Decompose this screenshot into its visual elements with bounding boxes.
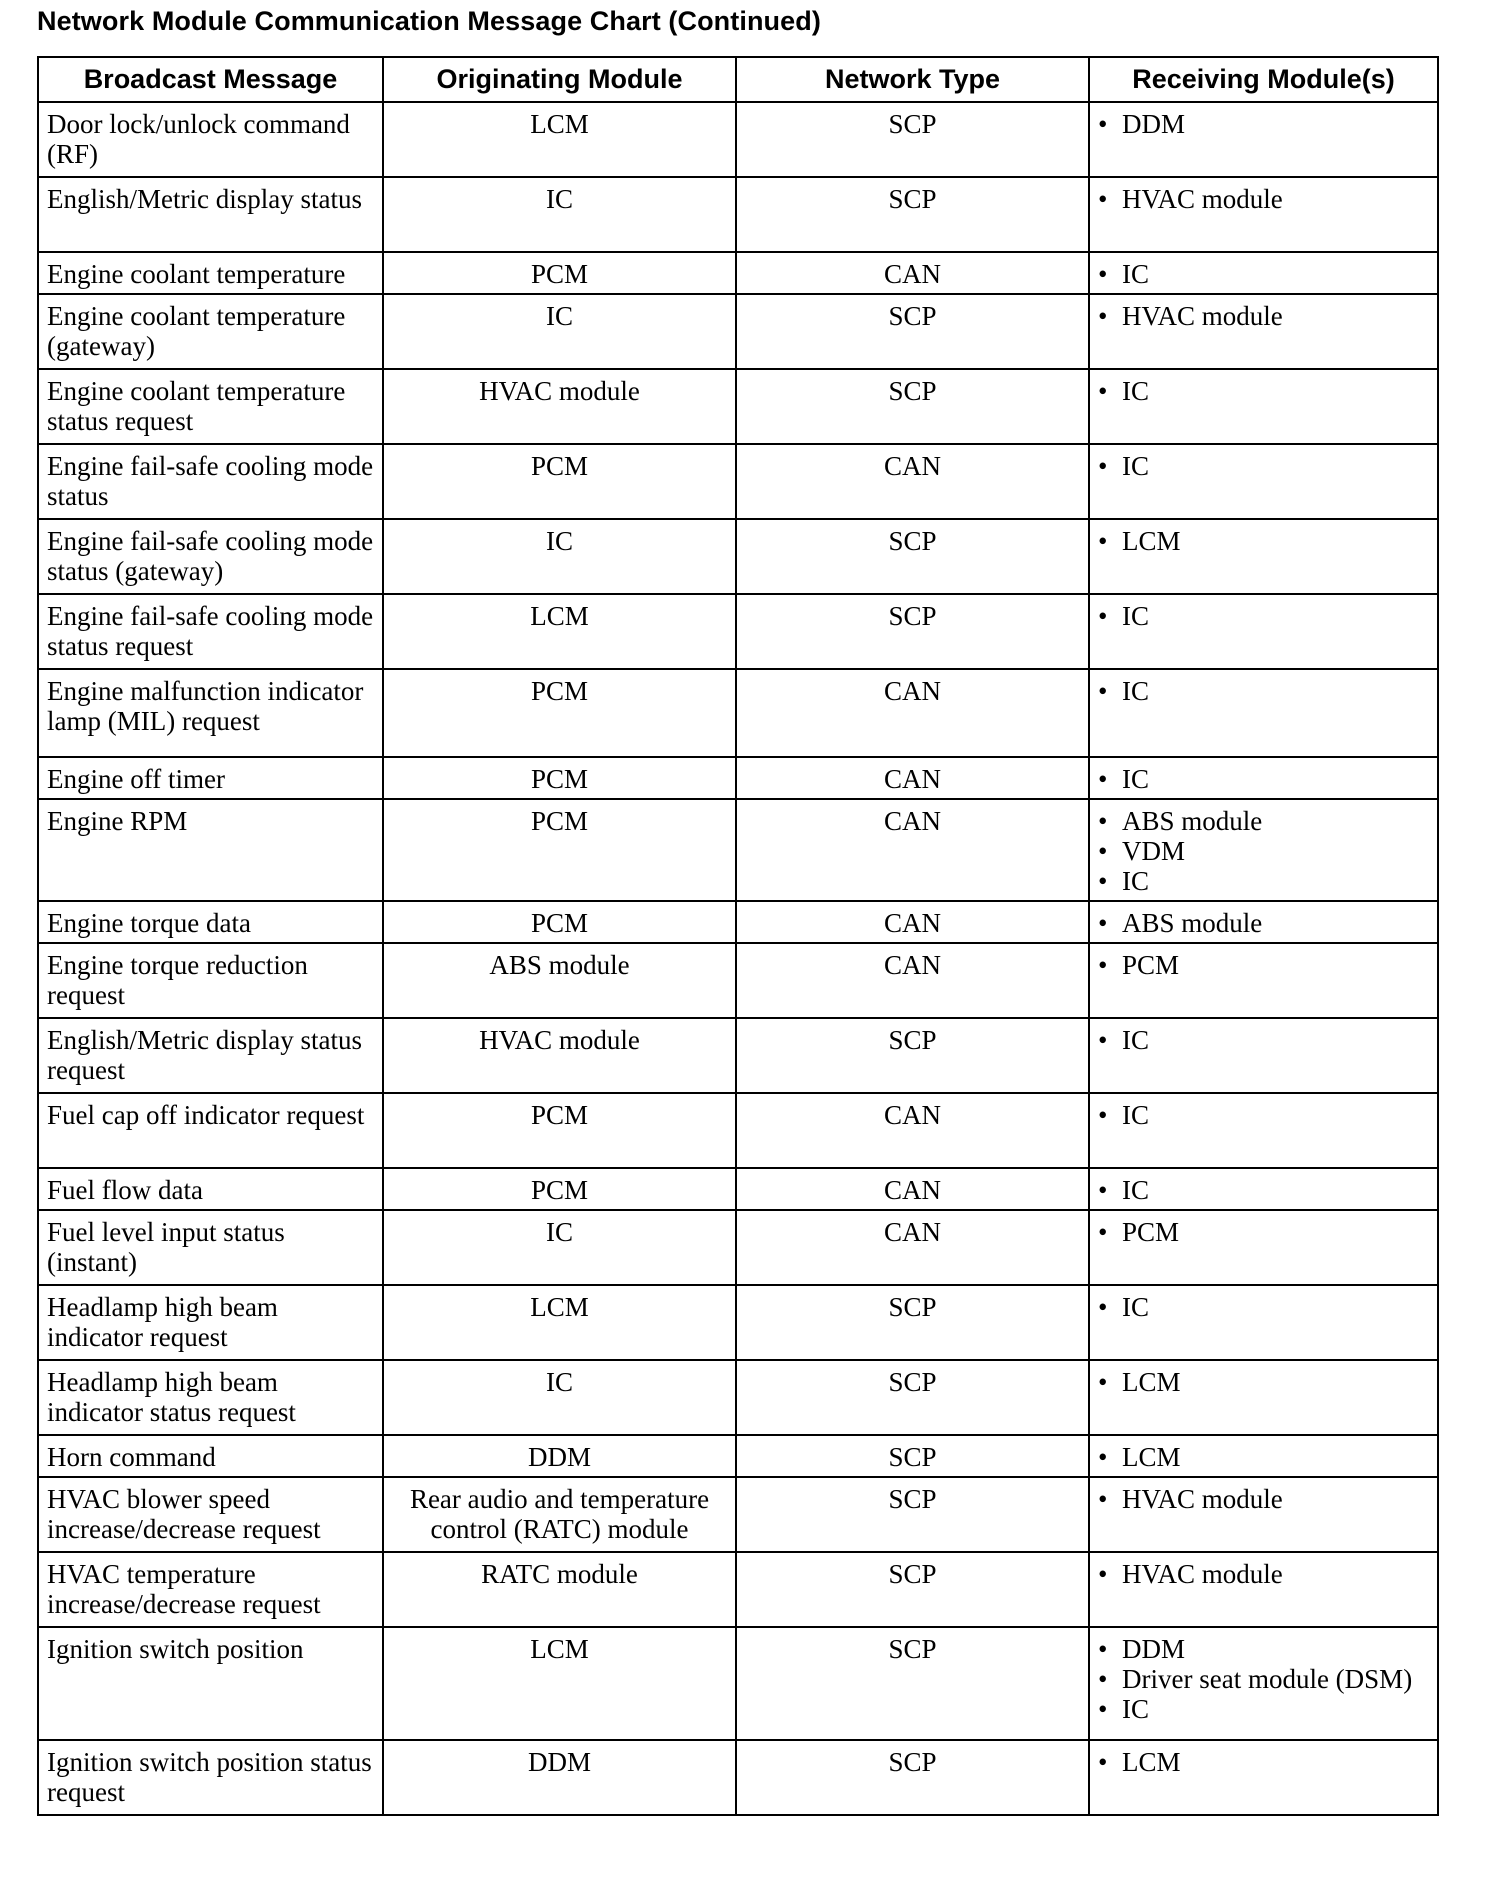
table-row bbox=[38, 669, 1438, 757]
cell-originating-module: LCM bbox=[383, 1627, 736, 1740]
cell-receiving-modules bbox=[1089, 943, 1438, 1018]
cell-network-type: SCP bbox=[736, 369, 1089, 444]
receiving-module-list bbox=[1098, 1175, 1429, 1205]
receiving-module-item: • IC bbox=[1098, 1100, 1429, 1130]
receiving-module-item: • HVAC module bbox=[1098, 184, 1429, 214]
cell-originating-module: HVAC module bbox=[383, 1018, 736, 1093]
receiving-module-list bbox=[1098, 1292, 1429, 1322]
cell-broadcast-message: Headlamp high beam indicator status request bbox=[38, 1360, 383, 1435]
cell-receiving-modules bbox=[1089, 1627, 1438, 1740]
cell-broadcast-message: Engine torque data bbox=[38, 901, 383, 943]
receiving-module-item: • Driver seat module (DSM) bbox=[1098, 1664, 1429, 1694]
cell-network-type: CAN bbox=[736, 943, 1089, 1018]
table-row bbox=[38, 177, 1438, 252]
message-chart-table bbox=[37, 56, 1439, 1816]
table-row bbox=[38, 102, 1438, 177]
receiving-module-list bbox=[1098, 1100, 1429, 1130]
table-row bbox=[38, 1093, 1438, 1168]
cell-network-type: CAN bbox=[736, 1210, 1089, 1285]
receiving-module-list bbox=[1098, 601, 1429, 631]
table-row bbox=[38, 1435, 1438, 1477]
col-header-broadcast-message: Broadcast Message bbox=[38, 57, 383, 102]
cell-receiving-modules bbox=[1089, 369, 1438, 444]
receiving-module-item: • IC bbox=[1098, 764, 1429, 794]
receiving-module-item: • IC bbox=[1098, 259, 1429, 289]
cell-broadcast-message: Engine coolant temperature status request bbox=[38, 369, 383, 444]
cell-originating-module: PCM bbox=[383, 1168, 736, 1210]
receiving-module-list bbox=[1098, 1747, 1429, 1777]
receiving-module-list bbox=[1098, 950, 1429, 980]
receiving-module-item: • DDM bbox=[1098, 109, 1429, 139]
receiving-module-item: • LCM bbox=[1098, 526, 1429, 556]
receiving-module-list bbox=[1098, 1634, 1429, 1724]
cell-broadcast-message: Engine fail-safe cooling mode status request bbox=[38, 594, 383, 669]
cell-receiving-modules bbox=[1089, 1168, 1438, 1210]
cell-receiving-modules bbox=[1089, 102, 1438, 177]
receiving-module-item: • IC bbox=[1098, 1025, 1429, 1055]
table-row bbox=[38, 444, 1438, 519]
col-header-originating-module: Originating Module bbox=[383, 57, 736, 102]
receiving-module-list bbox=[1098, 1217, 1429, 1247]
receiving-module-list bbox=[1098, 1025, 1429, 1055]
table-row bbox=[38, 1360, 1438, 1435]
table-row bbox=[38, 1552, 1438, 1627]
cell-receiving-modules bbox=[1089, 1018, 1438, 1093]
cell-network-type: SCP bbox=[736, 594, 1089, 669]
cell-originating-module: ABS module bbox=[383, 943, 736, 1018]
cell-network-type: CAN bbox=[736, 444, 1089, 519]
cell-network-type: CAN bbox=[736, 799, 1089, 901]
cell-broadcast-message: HVAC blower speed increase/decrease request bbox=[38, 1477, 383, 1552]
cell-network-type: SCP bbox=[736, 1360, 1089, 1435]
receiving-module-list bbox=[1098, 1442, 1429, 1472]
cell-broadcast-message: Engine off timer bbox=[38, 757, 383, 799]
cell-originating-module: PCM bbox=[383, 799, 736, 901]
cell-broadcast-message: Headlamp high beam indicator request bbox=[38, 1285, 383, 1360]
cell-originating-module: PCM bbox=[383, 901, 736, 943]
receiving-module-item: • LCM bbox=[1098, 1367, 1429, 1397]
cell-broadcast-message: Engine coolant temperature bbox=[38, 252, 383, 294]
receiving-module-list bbox=[1098, 1484, 1429, 1514]
table-body bbox=[38, 102, 1438, 1815]
receiving-module-list bbox=[1098, 908, 1429, 938]
cell-receiving-modules bbox=[1089, 1477, 1438, 1552]
cell-receiving-modules bbox=[1089, 1435, 1438, 1477]
cell-broadcast-message: Door lock/unlock command (RF) bbox=[38, 102, 383, 177]
cell-network-type: SCP bbox=[736, 1018, 1089, 1093]
cell-receiving-modules bbox=[1089, 1360, 1438, 1435]
cell-originating-module: RATC module bbox=[383, 1552, 736, 1627]
cell-network-type: SCP bbox=[736, 177, 1089, 252]
cell-originating-module: DDM bbox=[383, 1435, 736, 1477]
cell-receiving-modules bbox=[1089, 252, 1438, 294]
cell-receiving-modules bbox=[1089, 799, 1438, 901]
cell-receiving-modules bbox=[1089, 669, 1438, 757]
table-row bbox=[38, 1740, 1438, 1815]
cell-network-type: CAN bbox=[736, 1168, 1089, 1210]
cell-receiving-modules bbox=[1089, 177, 1438, 252]
receiving-module-item: • IC bbox=[1098, 676, 1429, 706]
cell-broadcast-message: Engine fail-safe cooling mode status (gateway) bbox=[38, 519, 383, 594]
col-header-network-type: Network Type bbox=[736, 57, 1089, 102]
table-row bbox=[38, 1285, 1438, 1360]
receiving-module-list bbox=[1098, 526, 1429, 556]
receiving-module-list bbox=[1098, 1559, 1429, 1589]
cell-network-type: CAN bbox=[736, 757, 1089, 799]
table-row bbox=[38, 1477, 1438, 1552]
cell-network-type: SCP bbox=[736, 1435, 1089, 1477]
receiving-module-item: • LCM bbox=[1098, 1747, 1429, 1777]
cell-broadcast-message: Ignition switch position bbox=[38, 1627, 383, 1740]
cell-originating-module: LCM bbox=[383, 102, 736, 177]
receiving-module-list bbox=[1098, 451, 1429, 481]
receiving-module-item: • IC bbox=[1098, 451, 1429, 481]
table-row bbox=[38, 294, 1438, 369]
cell-receiving-modules bbox=[1089, 1285, 1438, 1360]
cell-originating-module: IC bbox=[383, 519, 736, 594]
cell-network-type: SCP bbox=[736, 1285, 1089, 1360]
table-row bbox=[38, 1210, 1438, 1285]
cell-broadcast-message: English/Metric display status request bbox=[38, 1018, 383, 1093]
receiving-module-item: • PCM bbox=[1098, 950, 1429, 980]
cell-broadcast-message: Fuel cap off indicator request bbox=[38, 1093, 383, 1168]
table-row bbox=[38, 1018, 1438, 1093]
receiving-module-item: • VDM bbox=[1098, 836, 1429, 866]
cell-receiving-modules bbox=[1089, 1093, 1438, 1168]
table-row bbox=[38, 757, 1438, 799]
header-row bbox=[38, 57, 1438, 102]
cell-receiving-modules bbox=[1089, 901, 1438, 943]
cell-broadcast-message: Fuel flow data bbox=[38, 1168, 383, 1210]
cell-receiving-modules bbox=[1089, 519, 1438, 594]
cell-broadcast-message: HVAC temperature increase/decrease request bbox=[38, 1552, 383, 1627]
receiving-module-list bbox=[1098, 676, 1429, 706]
cell-broadcast-message: Engine torque reduction request bbox=[38, 943, 383, 1018]
table-row bbox=[38, 594, 1438, 669]
cell-originating-module: PCM bbox=[383, 252, 736, 294]
receiving-module-list bbox=[1098, 376, 1429, 406]
cell-network-type: SCP bbox=[736, 1740, 1089, 1815]
cell-network-type: SCP bbox=[736, 1552, 1089, 1627]
cell-broadcast-message: Engine coolant temperature (gateway) bbox=[38, 294, 383, 369]
receiving-module-item: • HVAC module bbox=[1098, 1559, 1429, 1589]
cell-originating-module: IC bbox=[383, 294, 736, 369]
receiving-module-list bbox=[1098, 301, 1429, 331]
cell-broadcast-message: Engine fail-safe cooling mode status bbox=[38, 444, 383, 519]
receiving-module-item: • HVAC module bbox=[1098, 301, 1429, 331]
receiving-module-list bbox=[1098, 764, 1429, 794]
receiving-module-item: • HVAC module bbox=[1098, 1484, 1429, 1514]
cell-broadcast-message: Ignition switch position status request bbox=[38, 1740, 383, 1815]
cell-originating-module: PCM bbox=[383, 1093, 736, 1168]
receiving-module-item: • PCM bbox=[1098, 1217, 1429, 1247]
cell-network-type: SCP bbox=[736, 294, 1089, 369]
cell-originating-module: HVAC module bbox=[383, 369, 736, 444]
receiving-module-list bbox=[1098, 109, 1429, 139]
cell-receiving-modules bbox=[1089, 294, 1438, 369]
col-header-receiving-modules: Receiving Module(s) bbox=[1089, 57, 1438, 102]
cell-network-type: CAN bbox=[736, 252, 1089, 294]
cell-receiving-modules bbox=[1089, 1740, 1438, 1815]
receiving-module-list bbox=[1098, 184, 1429, 214]
cell-originating-module: IC bbox=[383, 1210, 736, 1285]
table-row bbox=[38, 799, 1438, 901]
receiving-module-item: • IC bbox=[1098, 1694, 1429, 1724]
cell-originating-module: Rear audio and temperature control (RATC) module bbox=[383, 1477, 736, 1552]
table-row bbox=[38, 1627, 1438, 1740]
receiving-module-item: • DDM bbox=[1098, 1634, 1429, 1664]
cell-broadcast-message: Fuel level input status (instant) bbox=[38, 1210, 383, 1285]
cell-originating-module: LCM bbox=[383, 594, 736, 669]
cell-network-type: CAN bbox=[736, 901, 1089, 943]
receiving-module-item: • IC bbox=[1098, 1292, 1429, 1322]
table-row bbox=[38, 1168, 1438, 1210]
receiving-module-item: • IC bbox=[1098, 376, 1429, 406]
cell-originating-module: PCM bbox=[383, 757, 736, 799]
cell-network-type: SCP bbox=[736, 1627, 1089, 1740]
cell-network-type: SCP bbox=[736, 1477, 1089, 1552]
cell-broadcast-message: Horn command bbox=[38, 1435, 383, 1477]
cell-receiving-modules bbox=[1089, 757, 1438, 799]
cell-originating-module: IC bbox=[383, 177, 736, 252]
table-row bbox=[38, 901, 1438, 943]
receiving-module-item: • IC bbox=[1098, 601, 1429, 631]
cell-broadcast-message: English/Metric display status bbox=[38, 177, 383, 252]
receiving-module-list bbox=[1098, 806, 1429, 896]
cell-receiving-modules bbox=[1089, 1552, 1438, 1627]
cell-receiving-modules bbox=[1089, 594, 1438, 669]
cell-originating-module: LCM bbox=[383, 1285, 736, 1360]
cell-receiving-modules bbox=[1089, 444, 1438, 519]
cell-originating-module: DDM bbox=[383, 1740, 736, 1815]
page-title: Network Module Communication Message Chart (Continued) bbox=[37, 6, 821, 36]
receiving-module-item: • LCM bbox=[1098, 1442, 1429, 1472]
cell-receiving-modules bbox=[1089, 1210, 1438, 1285]
receiving-module-item: • ABS module bbox=[1098, 806, 1429, 836]
cell-originating-module: IC bbox=[383, 1360, 736, 1435]
table-row bbox=[38, 943, 1438, 1018]
table-row bbox=[38, 252, 1438, 294]
cell-broadcast-message: Engine malfunction indicator lamp (MIL) request bbox=[38, 669, 383, 757]
cell-network-type: SCP bbox=[736, 519, 1089, 594]
cell-network-type: CAN bbox=[736, 669, 1089, 757]
table-row bbox=[38, 369, 1438, 444]
table-row bbox=[38, 519, 1438, 594]
receiving-module-list bbox=[1098, 259, 1429, 289]
receiving-module-item: • ABS module bbox=[1098, 908, 1429, 938]
cell-network-type: SCP bbox=[736, 102, 1089, 177]
cell-broadcast-message: Engine RPM bbox=[38, 799, 383, 901]
cell-originating-module: PCM bbox=[383, 669, 736, 757]
receiving-module-item: • IC bbox=[1098, 866, 1429, 896]
cell-originating-module: PCM bbox=[383, 444, 736, 519]
receiving-module-item: • IC bbox=[1098, 1175, 1429, 1205]
cell-network-type: CAN bbox=[736, 1093, 1089, 1168]
receiving-module-list bbox=[1098, 1367, 1429, 1397]
